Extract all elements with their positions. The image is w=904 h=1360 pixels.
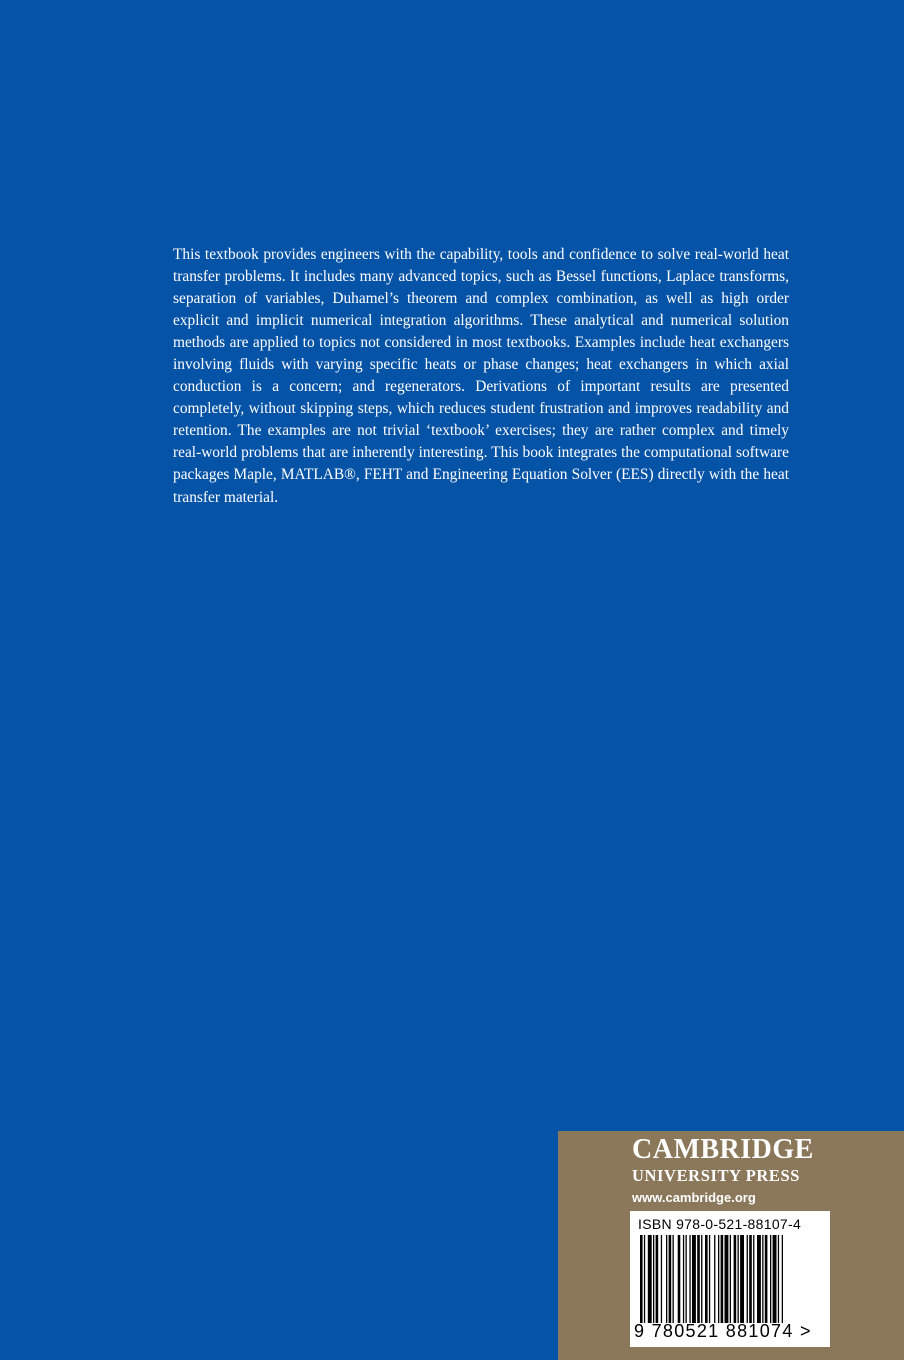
- back-cover-blurb: This textbook provides engineers with the capability, tools and confidence to solve real-world heat transfer problems. It includes many advanced topics, such as Bessel functions, Laplace transforms, separation of variables, Duhamel’s theorem and complex combination, as well as high order explicit and implicit numerical integration algorithms. These analytical and numerical solution methods are applied to topics not considered in most textbooks. Examples include heat exchangers involving fluids with varying specific heats or phase changes; heat exchangers in which axial conduction is a concern; and regenerators. Derivations of important results are presented completely, without skipping steps, which reduces student frustration and improves readability and retention. The examples are not trivial ‘textbook’ exercises; they are rather complex and timely real-world problems that are inherently interesting. This book integrates the computational software packages Maple, MATLAB®, FEHT and Engineering Equation Solver (EES) directly with the heat transfer material.: [173, 246, 789, 506]
- barcode-image: [636, 1235, 824, 1323]
- publisher-box: [558, 1131, 904, 1360]
- barcode-panel: [630, 1211, 830, 1347]
- publisher-name: CAMBRIDGE: [632, 1134, 814, 1165]
- publisher-subname: UNIVERSITY PRESS: [632, 1166, 801, 1185]
- isbn-label: ISBN 978-0-521-88107-4: [638, 1216, 802, 1232]
- barcode-digits: 9 780521 881074 >: [634, 1321, 812, 1341]
- publisher-url: www.cambridge.org: [632, 1190, 756, 1205]
